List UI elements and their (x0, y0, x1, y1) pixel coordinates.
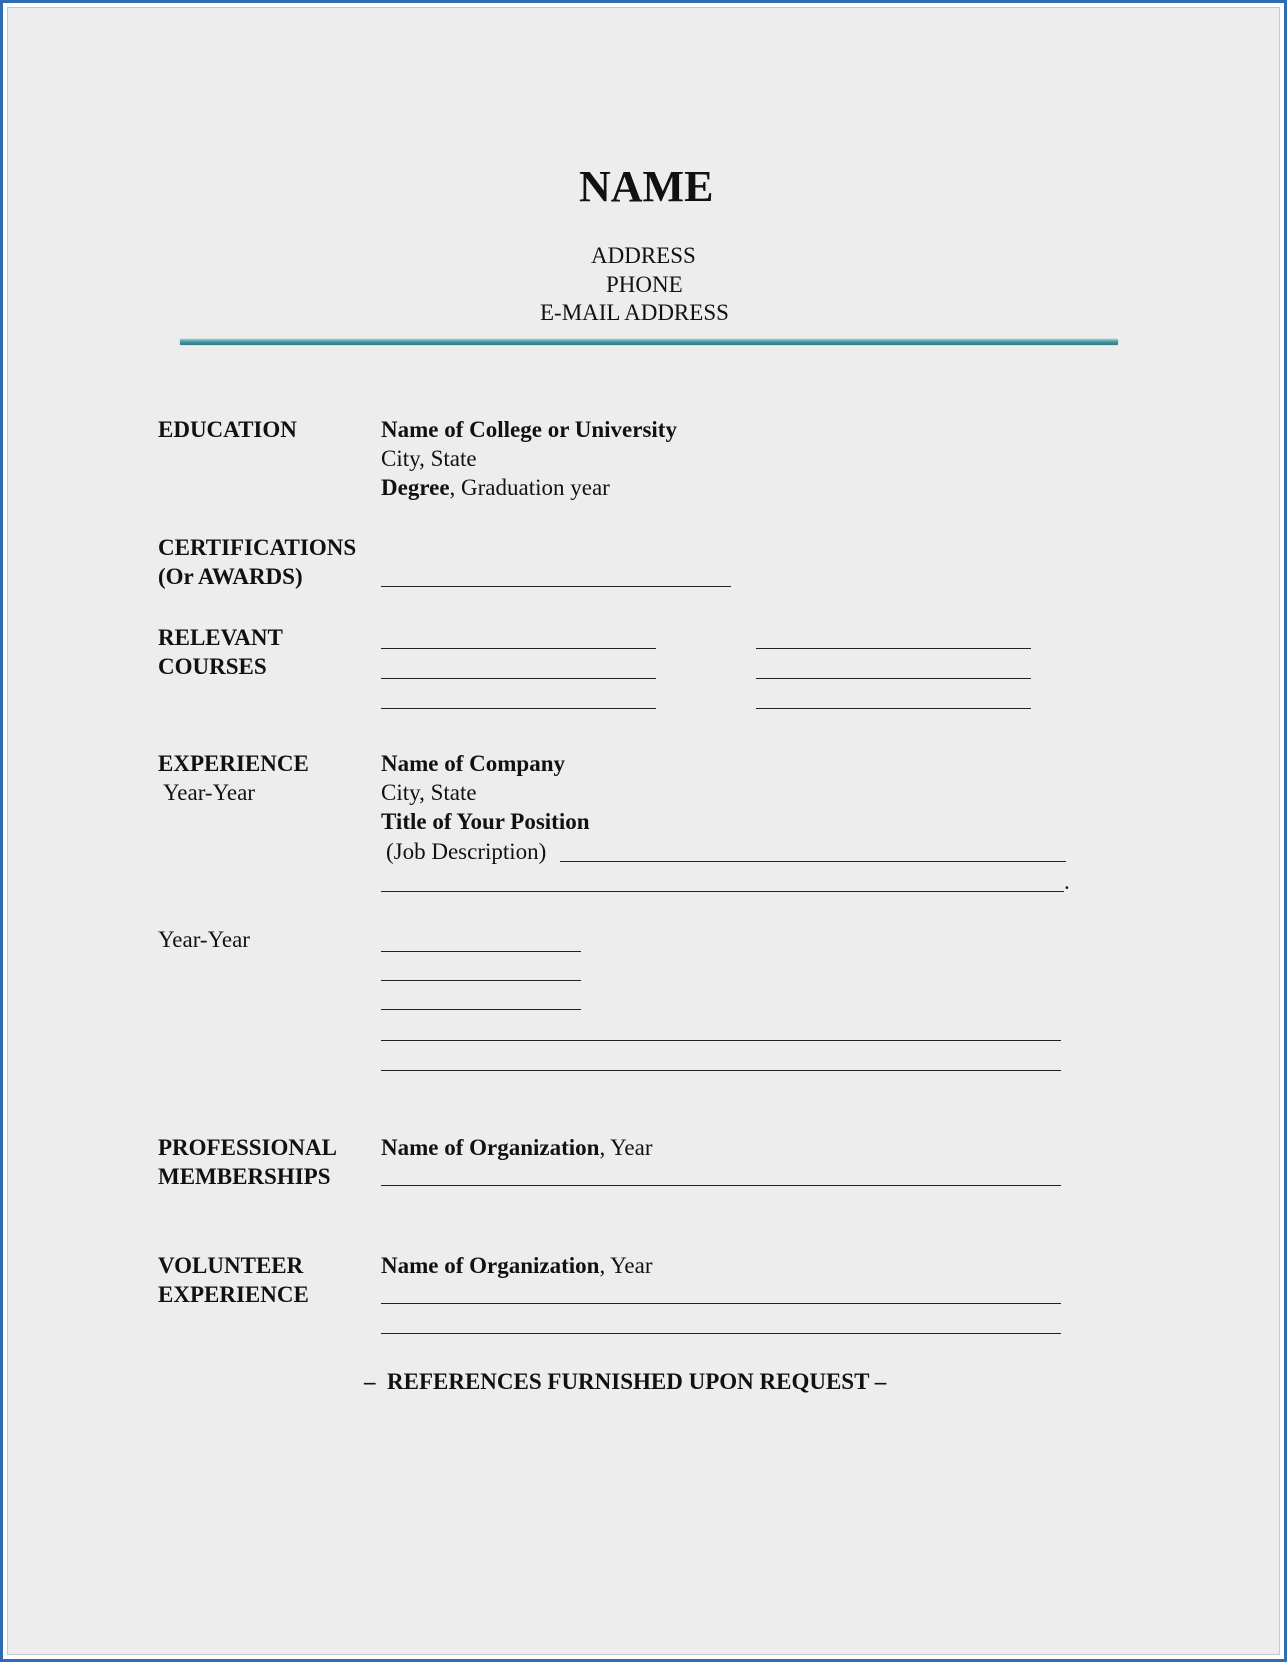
experience-blank-line (381, 980, 581, 981)
education-heading: EDUCATION (158, 417, 297, 442)
line-end-period: . (1064, 869, 1070, 894)
courses-heading-line1: RELEVANT (158, 625, 283, 650)
course-blank-line (756, 648, 1031, 649)
course-blank-line (381, 678, 656, 679)
course-blank-line (756, 708, 1031, 709)
email-label: E-MAIL ADDRESS (540, 300, 729, 325)
certifications-heading: CERTIFICATIONS (158, 535, 357, 560)
address-label: ADDRESS (591, 243, 696, 268)
education-city-state: City, State (381, 446, 477, 471)
education-degree: Degree (381, 475, 450, 500)
experience-heading: EXPERIENCE (158, 751, 309, 776)
course-blank-line (381, 708, 656, 709)
experience-blank-line (381, 1040, 1061, 1041)
volunteer-heading-line1: VOLUNTEER (158, 1253, 304, 1278)
experience-company: Name of Company (381, 751, 565, 776)
experience-years-1: Year-Year (163, 780, 255, 805)
name-heading: NAME (579, 162, 714, 211)
volunteer-organization-line (381, 1254, 653, 1277)
certifications-blank-line (381, 586, 731, 587)
experience-blank-line (381, 951, 581, 952)
job-description-blank-line (381, 891, 1064, 892)
education-graduation-year: , Graduation year (449, 475, 610, 500)
course-blank-line (381, 648, 656, 649)
volunteer-blank-line (381, 1303, 1061, 1304)
memberships-heading-line1: PROFESSIONAL (158, 1135, 337, 1160)
experience-blank-line (381, 1009, 581, 1010)
volunteer-heading-line2: EXPERIENCE (158, 1282, 309, 1307)
experience-city-state: City, State (381, 780, 477, 805)
education-degree-line (381, 476, 610, 499)
education-school: Name of College or University (381, 417, 677, 442)
experience-job-description: (Job Description) (386, 839, 547, 864)
memberships-blank-line (381, 1185, 1061, 1186)
volunteer-year: , Year (599, 1253, 653, 1278)
volunteer-organization: Name of Organization (381, 1253, 600, 1278)
memberships-year: , Year (599, 1135, 653, 1160)
experience-blank-line (381, 1070, 1061, 1071)
experience-years-2: Year-Year (158, 927, 250, 952)
memberships-organization: Name of Organization (381, 1135, 600, 1160)
awards-heading: (Or AWARDS) (158, 564, 303, 589)
volunteer-blank-line (381, 1333, 1061, 1334)
course-blank-line (756, 678, 1031, 679)
job-description-blank-line (560, 861, 1066, 862)
references-note: – REFERENCES FURNISHED UPON REQUEST – (364, 1369, 887, 1394)
memberships-heading-line2: MEMBERSHIPS (158, 1164, 331, 1189)
phone-label: PHONE (606, 272, 683, 297)
header-divider (180, 339, 1118, 345)
experience-position: Title of Your Position (381, 809, 590, 834)
courses-heading-line2: COURSES (158, 654, 267, 679)
memberships-organization-line (381, 1136, 653, 1159)
resume-page (7, 7, 1280, 1655)
